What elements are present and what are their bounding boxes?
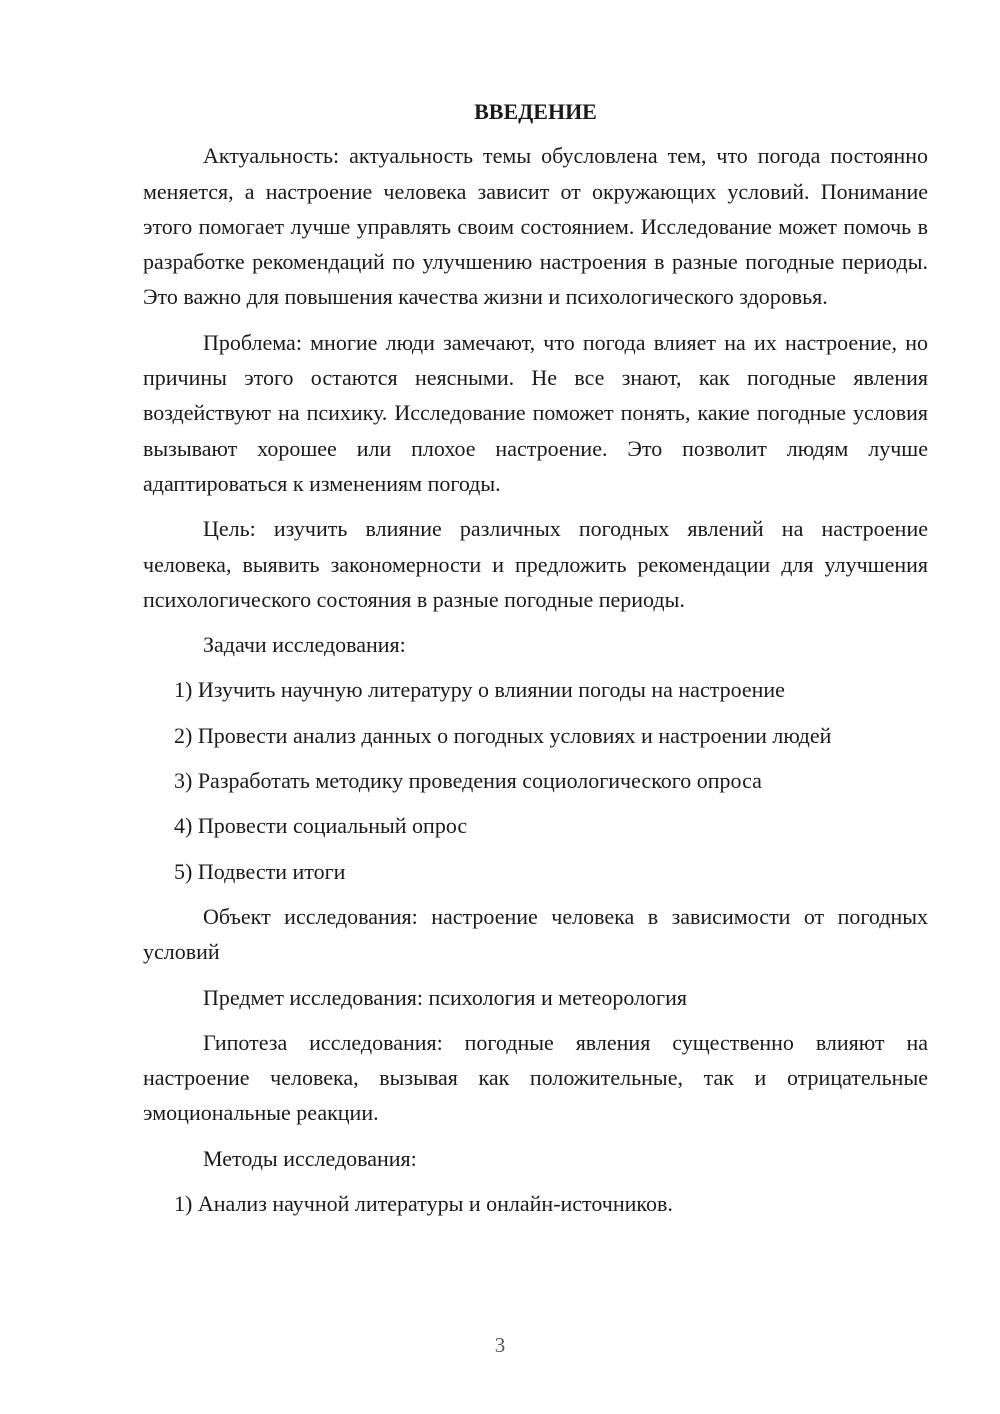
task-item: 2) Провести анализ данных о погодных условиях и настроении людей [174, 722, 832, 748]
task-item: 3) Разработать методику проведения социологического опроса [174, 768, 762, 794]
document-page [143, 94, 928, 1231]
tasks-list [143, 672, 928, 888]
problem-paragraph: Проблема: многие люди замечают, что погода влияет на их настроение, но причины этого остаются неясными. Не все знают, как погодные явления воздействуют на психику. Исследование поможет понять, какие погодные условия вызывают хорошее или плохое настроение. Это позволит людям лучше адаптироваться к изменениям погоды. [143, 329, 928, 496]
subject-paragraph: Предмет исследования: психология и метеорология [203, 984, 687, 1010]
methods-label: Методы исследования: [203, 1145, 417, 1171]
relevance-paragraph: Актуальность: актуальность темы обусловлена тем, что погода постоянно меняется, а настроение человека зависит от окружающих условий. Понимание этого помогает лучше управлять своим состоянием. Исследование может помочь в разработке рекомендаций по улучшению настроения в разные погодные периоды. Это важно для повышения качества жизни и психологического здоровья. [143, 143, 928, 310]
page-number: 3 [494, 1333, 506, 1357]
method-item: 1) Анализ научной литературы и онлайн-источников. [174, 1191, 673, 1217]
task-item: 5) Подвести итоги [174, 858, 346, 884]
task-item: 4) Провести социальный опрос [174, 813, 468, 839]
methods-list [143, 1186, 928, 1221]
section-title: ВВЕДЕНИЕ [474, 99, 597, 124]
object-paragraph: Объект исследования: настроение человека в зависимости от погодных условий [143, 903, 928, 965]
task-item: 1) Изучить научную литературу о влиянии погоды на настроение [174, 677, 785, 703]
tasks-label: Задачи исследования: [203, 632, 406, 658]
hypothesis-paragraph: Гипотеза исследования: погодные явления существенно влияют на настроение человека, вызывая как положительные, так и отрицательные эмоциональные реакции. [143, 1029, 928, 1126]
goal-paragraph: Цель: изучить влияние различных погодных явлений на настроение человека, выявить закономерности и предложить рекомендации для улучшения психологического состояния в разные погодные периоды. [143, 516, 928, 612]
